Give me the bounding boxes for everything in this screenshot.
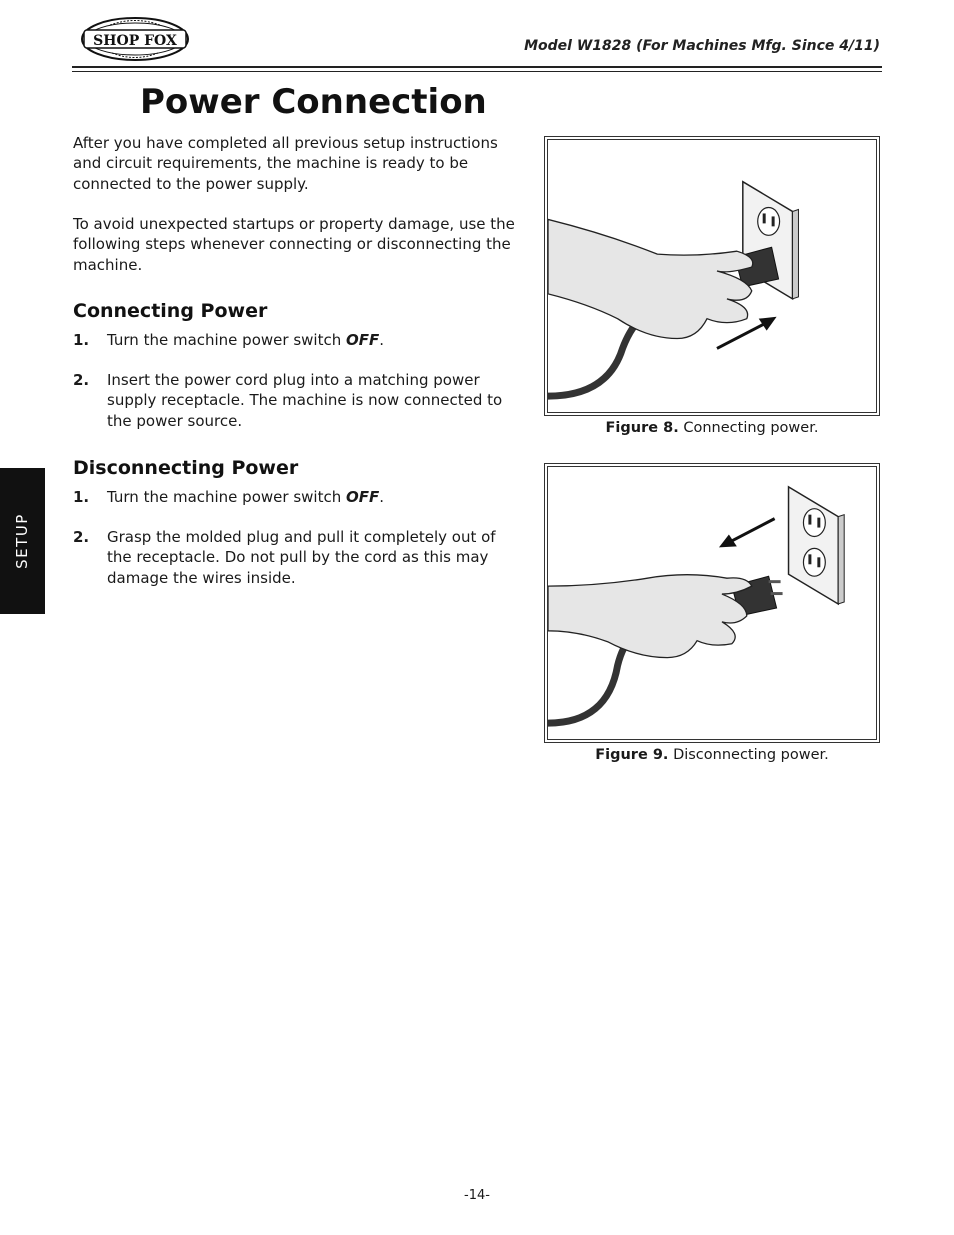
step-number: 1. [73,331,90,349]
shop-fox-logo [80,16,190,62]
figure-9-image [544,463,880,743]
figure-9-caption: Figure 9. Disconnecting power. [595,747,829,763]
disconnecting-step-2: 2. Grasp the molded plug and pull it completely out of the receptacle. Do not pull by the cord as this may damage the wires inside. [73,528,496,587]
figure-8-caption: Figure 8. Connecting power. [605,420,819,436]
side-tab-label: SETUP [13,513,31,569]
step-number: 2. [73,371,90,389]
step-number: 2. [73,528,90,546]
connecting-step-1: 1. Turn the machine power switch OFF. [73,331,384,349]
disconnecting-step-1: 1. Turn the machine power switch OFF. [73,488,384,506]
intro-paragraph-1: After you have completed all previous setup instructions and circuit requirements, the machine is ready to be connected to the power supply. [73,134,498,193]
connecting-heading: Connecting Power [73,300,268,322]
page-number: -14- [464,1188,490,1203]
figure-8-image [544,136,880,416]
connecting-step-2: 2. Insert the power cord plug into a matching power supply receptacle. The machine is now connected to the power source. [73,371,503,430]
intro-paragraph-2: To avoid unexpected startups or property damage, use the following steps whenever connecting or disconnecting the machine. [73,215,515,274]
header-rule-thin [72,71,882,72]
svg-text:SHOP FOX: SHOP FOX [93,33,177,49]
off-text: OFF [345,488,380,506]
off-text: OFF [345,331,380,349]
step-number: 1. [73,488,90,506]
model-header: Model W1828 (For Machines Mfg. Since 4/11) [524,38,880,54]
header-rule [72,66,882,68]
disconnecting-heading: Disconnecting Power [73,457,299,479]
page-title: Power Connection [140,82,487,122]
setup-side-tab [0,468,45,614]
